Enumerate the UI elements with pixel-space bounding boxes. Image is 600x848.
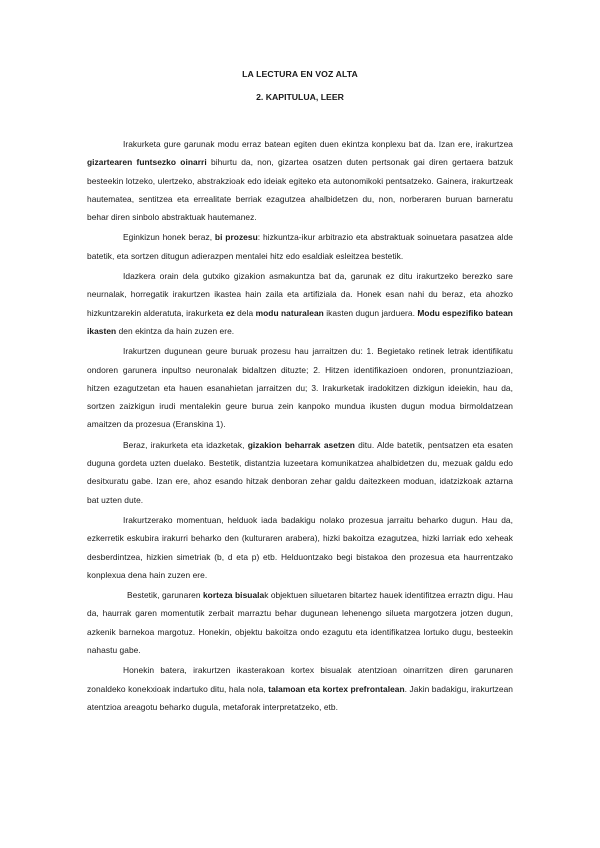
chapter-heading: 2. KAPITULUA, LEER	[256, 92, 344, 102]
text-run: : hizkuntza-ikur arbitrazio eta abstraktuak soinuetara pasatzea alde batetik, eta sortzen ditugun adierazpen mentalei hitz edo esaldiak esleitzea bestetik.	[87, 232, 513, 261]
text-run: Irakurtzerako momentuan, helduok iada badakigu nolako prozesua jarraitu beharko dugun. Hau da, ezkerretik eskubira irakurri beharko den (kulturaren arabera), hizki bakoitza ezagutzea, hizki larriak edo xeheak desberdintzea, hizkien simetriak (b, d eta p) etb. Helduontzako begi bistakoa den prozesua eta haurrentzako konplexua dena hain zuzen ere.	[87, 514, 513, 580]
text-run: . Jakin badakigu, irakurtzean atentzioa areagotu beharko dugula, metaforak interpretatzeko, etb.	[87, 683, 513, 712]
text-run: k objektuen siluetaren bitartez hauek identifitzea erraztn digu. Hau da, haurrak garen momentutik zerbait marraztu behar dugunean lehenengo silueta margotzera jotzen dugun, azkenik barnekoa margotuz. Honekin, objektu bakoitza ondo ezagutu eta identifikatzea lortuko dugu, besteekin nahastu gabe.	[87, 590, 513, 656]
text-run: Idazkera orain dela gutxiko gizakion asmakuntza bat da, garunak ez ditu irakurtzeko berezko sare neurnalak, horregatik irakurtzen ikastea hain zaila eta artifiziala da. Honek esan nahi du beraz, eta ahozko hizkuntzarekin alderatuta, irakurketa	[87, 271, 513, 318]
body-paragraph	[87, 661, 513, 716]
bold-text: gizakion beharrak asetzen	[247, 439, 355, 450]
bold-text: Modu espezifiko batean ikasten	[87, 307, 513, 336]
body-paragraph	[87, 511, 513, 584]
text-run: den ekintza da hain zuzen ere.	[116, 325, 235, 336]
bold-text: modu naturalean	[255, 307, 324, 318]
document-title: LA LECTURA EN VOZ ALTA	[242, 69, 358, 79]
text-run: bihurtu da, non, gizartea osatzen duten pertsonak gai diren gertaera batzuk besteekin lotzeko, ulertzeko, abstrakzioak edo ideiak egiteko eta autonomikoki pentsatzeko. Gainera, irakurtzeak hautematea, sentitzea eta errealitate berriak ezagutzea ahalbidetzen du, non, norberaren buruan barneratu behar diren sinbolo abstraktuak hautemanez.	[87, 157, 513, 223]
text-run: ikasten dugun jarduera.	[323, 307, 418, 318]
body-paragraph	[87, 135, 513, 226]
text-run: ditu. Alde batetik, pentsatzen eta esaten duguna gordeta uzten duelako. Bestetik, distantzia luzeetara komunikatzea ahalbidetzen du, mezuak galdu edo desitxuratu gabe. Izan ere, ahoz esando hitzak denboran zehar galdu daitezkeen moduan, idatzizkoak aztarna bat uzten dute.	[87, 439, 513, 505]
bold-text: korteza bisuala	[202, 590, 265, 601]
text-run: Beraz, irakurketa eta idazketak,	[123, 439, 248, 450]
body-paragraph	[87, 228, 513, 265]
text-run: Irakurketa gure garunak modu erraz batean egiten duen ekintza konplexu bat da. Izan ere, irakurtzea	[123, 139, 513, 149]
document-body	[87, 135, 513, 716]
text-run: Bestetik, garunaren	[127, 590, 203, 601]
bold-text: talamoan eta kortex prefrontalean	[268, 683, 405, 694]
text-run: Eginkizun honek beraz,	[123, 232, 215, 243]
body-paragraph	[87, 342, 513, 433]
text-run: dela	[234, 307, 256, 318]
text-run: Honekin batera, irakurtzen ikasterakoan kortex bisualak atentzioan oinarritzen diren garunaren zonaldeko konekxioak indartuko ditu, hala nola,	[87, 665, 513, 694]
bold-text: gizartearen funtsezko oinarri	[87, 157, 207, 168]
bold-text: ez	[225, 307, 235, 318]
body-paragraph	[87, 436, 513, 509]
text-run: Irakurtzen dugunean geure buruak prozesu hau jarraitzen du: 1. Begietako retinek letrak identifikatu ondoren garunera inpultso neuronalak bidaltzen dituzte; 2. Hitzen identifikazioen ondoren, pronuntziazioan, hitzen ezagutzetan eta hauen esanahietan jarraitzen du; 3. Irakurketak iradokitzen dizkigun ideiekin, hau da, sortzen zaizkigun irudi mentalekin geure burua zein kanpoko mundua ikusten dugun modua birmoldatzean amaitzen da prozesua (Eranskina 1).	[87, 346, 513, 430]
body-paragraph	[87, 267, 513, 340]
body-paragraph	[87, 586, 513, 659]
bold-text: bi prozesu	[214, 232, 258, 243]
